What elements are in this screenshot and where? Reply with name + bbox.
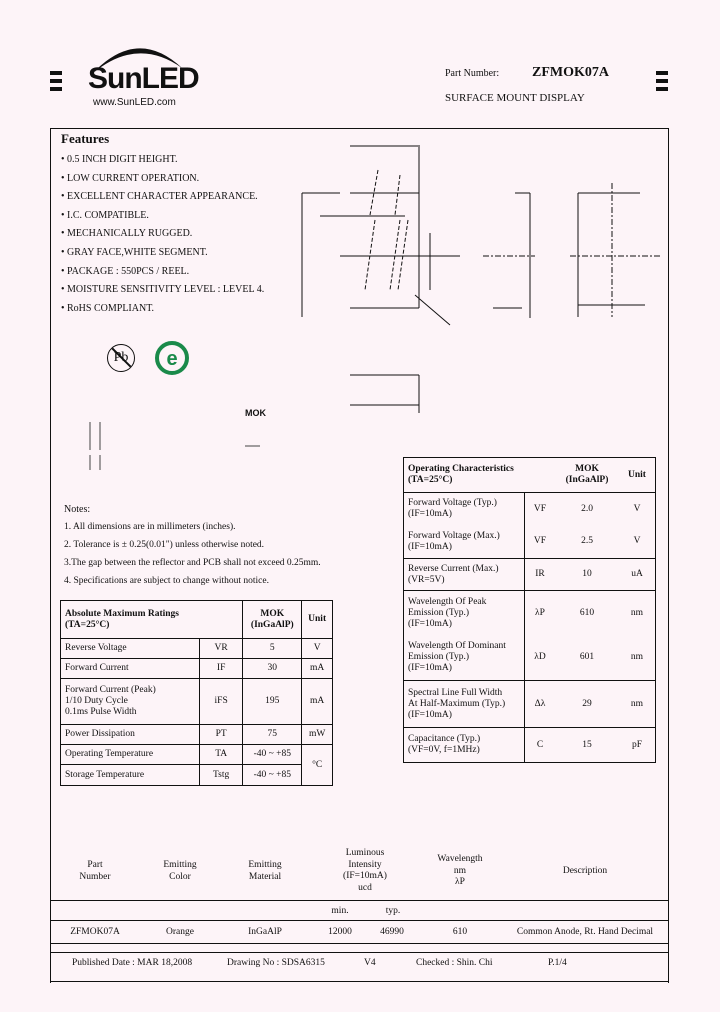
table-header: Absolute Maximum Ratings (TA=25°C) MOK (InGaAlP) Unit (61, 601, 333, 639)
feature-item: • MECHANICALLY RUGGED. (61, 228, 193, 240)
divider (50, 952, 668, 953)
cell-min: 12000 (328, 927, 352, 937)
table-row: Reverse Current (Max.) (VR=5V) IR 10 uA (404, 559, 656, 591)
table-row: Operating Temperature TA -40 ~ +85 °C (61, 745, 333, 765)
cell-material: InGaAlP (248, 927, 282, 937)
feature-item: • PACKAGE : 550PCS / REEL. (61, 265, 190, 277)
cell-description: Common Anode, Rt. Hand Decimal (516, 927, 654, 937)
table-row: Forward Current IF 30 mA (61, 659, 333, 679)
feature-item: • 0.5 INCH DIGIT HEIGHT. (61, 154, 178, 165)
notes-title: Notes: (64, 504, 91, 515)
checked-by: Checked : Shin. Chi (416, 958, 493, 968)
pb-free-icon (107, 344, 135, 372)
note-item: 3.The gap between the reflector and PCB shall not exceed 0.25mm. (64, 558, 321, 568)
feature-item: • RoHS COMPLIANT. (61, 302, 155, 314)
logo: SunLED (88, 62, 199, 95)
page-number: P.1/4 (548, 958, 567, 968)
table-header: Operating Characteristics (TA=25°C) MOK (InGaAlP) Unit (404, 458, 656, 493)
col-header-part: Part Number (79, 860, 111, 882)
table-row: Wavelength Of Dominant Emission (Typ.) (IF=10mA) λD 601 nm (404, 636, 656, 681)
table-row: Capacitance (Typ.) (VF=0V, f=1MHz) C 15 pF (404, 728, 656, 763)
note-item: 4. Specifications are subject to change without notice. (64, 576, 269, 586)
cell-wavelength: 610 (452, 927, 468, 937)
absolute-max-ratings-table (60, 600, 333, 786)
features-list (61, 151, 264, 318)
table-row: Forward Current (Peak) 1/10 Duty Cycle 0.1ms Pulse Width iFS 195 mA (61, 679, 333, 725)
svg-text:e: e (166, 348, 178, 370)
feature-item: • MOISTURE SENSITIVITY LEVEL : LEVEL 4. (61, 284, 265, 296)
table-row: Power Dissipation PT 75 mW (61, 725, 333, 745)
operating-characteristics-table (403, 457, 656, 763)
decor-bars-left (50, 71, 62, 95)
part-number: ZFMOK07A (532, 65, 609, 80)
divider (50, 981, 668, 982)
table-row: Forward Voltage (Typ.) (IF=10mA) VF 2.0 V (404, 493, 656, 526)
table-row: Storage Temperature Tstg -40 ~ +85 (61, 765, 333, 786)
website-url: www.SunLED.com (93, 97, 176, 108)
published-date: Published Date : MAR 18,2008 (72, 958, 193, 968)
subtitle: SURFACE MOUNT DISPLAY (445, 92, 585, 104)
cell-typ: 46990 (380, 927, 404, 937)
feature-item: • I.C. COMPATIBLE. (61, 209, 149, 221)
drawing-number: Drawing No : SDSA6315 (227, 958, 325, 968)
sub-header-typ: typ. (385, 906, 401, 916)
sub-header-min: min. (331, 906, 349, 916)
e-mark-icon (154, 340, 190, 376)
divider (50, 900, 668, 901)
circuit-label: MOK (245, 408, 266, 418)
circuit-diagram (70, 420, 270, 480)
part-number-label: Part Number: (445, 68, 500, 79)
col-header-description: Description (562, 866, 608, 876)
table-row: Reverse Voltage VR 5 V (61, 639, 333, 659)
col-header-luminous: Luminous Intensity (IF=10mA) ucd (343, 848, 387, 893)
table-row: Spectral Line Full Width At Half-Maximum (Typ.) (IF=10mA) Δλ 29 nm (404, 681, 656, 728)
table-row: Wavelength Of Peak Emission (Typ.) (IF=10mA) λP 610 nm (404, 591, 656, 636)
note-item: 1. All dimensions are in millimeters (inches). (64, 522, 236, 532)
cell-color: Orange (166, 927, 194, 937)
feature-item: • LOW CURRENT OPERATION. (61, 172, 200, 184)
decor-bars-right (656, 71, 668, 95)
pb-label: Pb (113, 350, 129, 365)
notes-list (64, 518, 321, 590)
col-header-material: Emitting Material (248, 860, 282, 882)
col-header-color: Emitting Color (163, 860, 197, 882)
feature-item: • GRAY FACE,WHITE SEGMENT. (61, 246, 208, 258)
feature-item: • EXCELLENT CHARACTER APPEARANCE. (61, 191, 258, 203)
divider (50, 943, 668, 944)
note-item: 2. Tolerance is ± 0.25(0.01") unless otherwise noted. (64, 540, 265, 550)
col-header-wavelength: Wavelength nm λP (437, 854, 483, 887)
divider (50, 920, 668, 921)
cell-part: ZFMOK07A (70, 927, 120, 937)
version: V4 (364, 958, 376, 968)
features-title: Features (61, 131, 110, 146)
dimension-drawing (290, 125, 670, 455)
table-row: Forward Voltage (Max.) (IF=10mA) VF 2.5 V (404, 526, 656, 559)
